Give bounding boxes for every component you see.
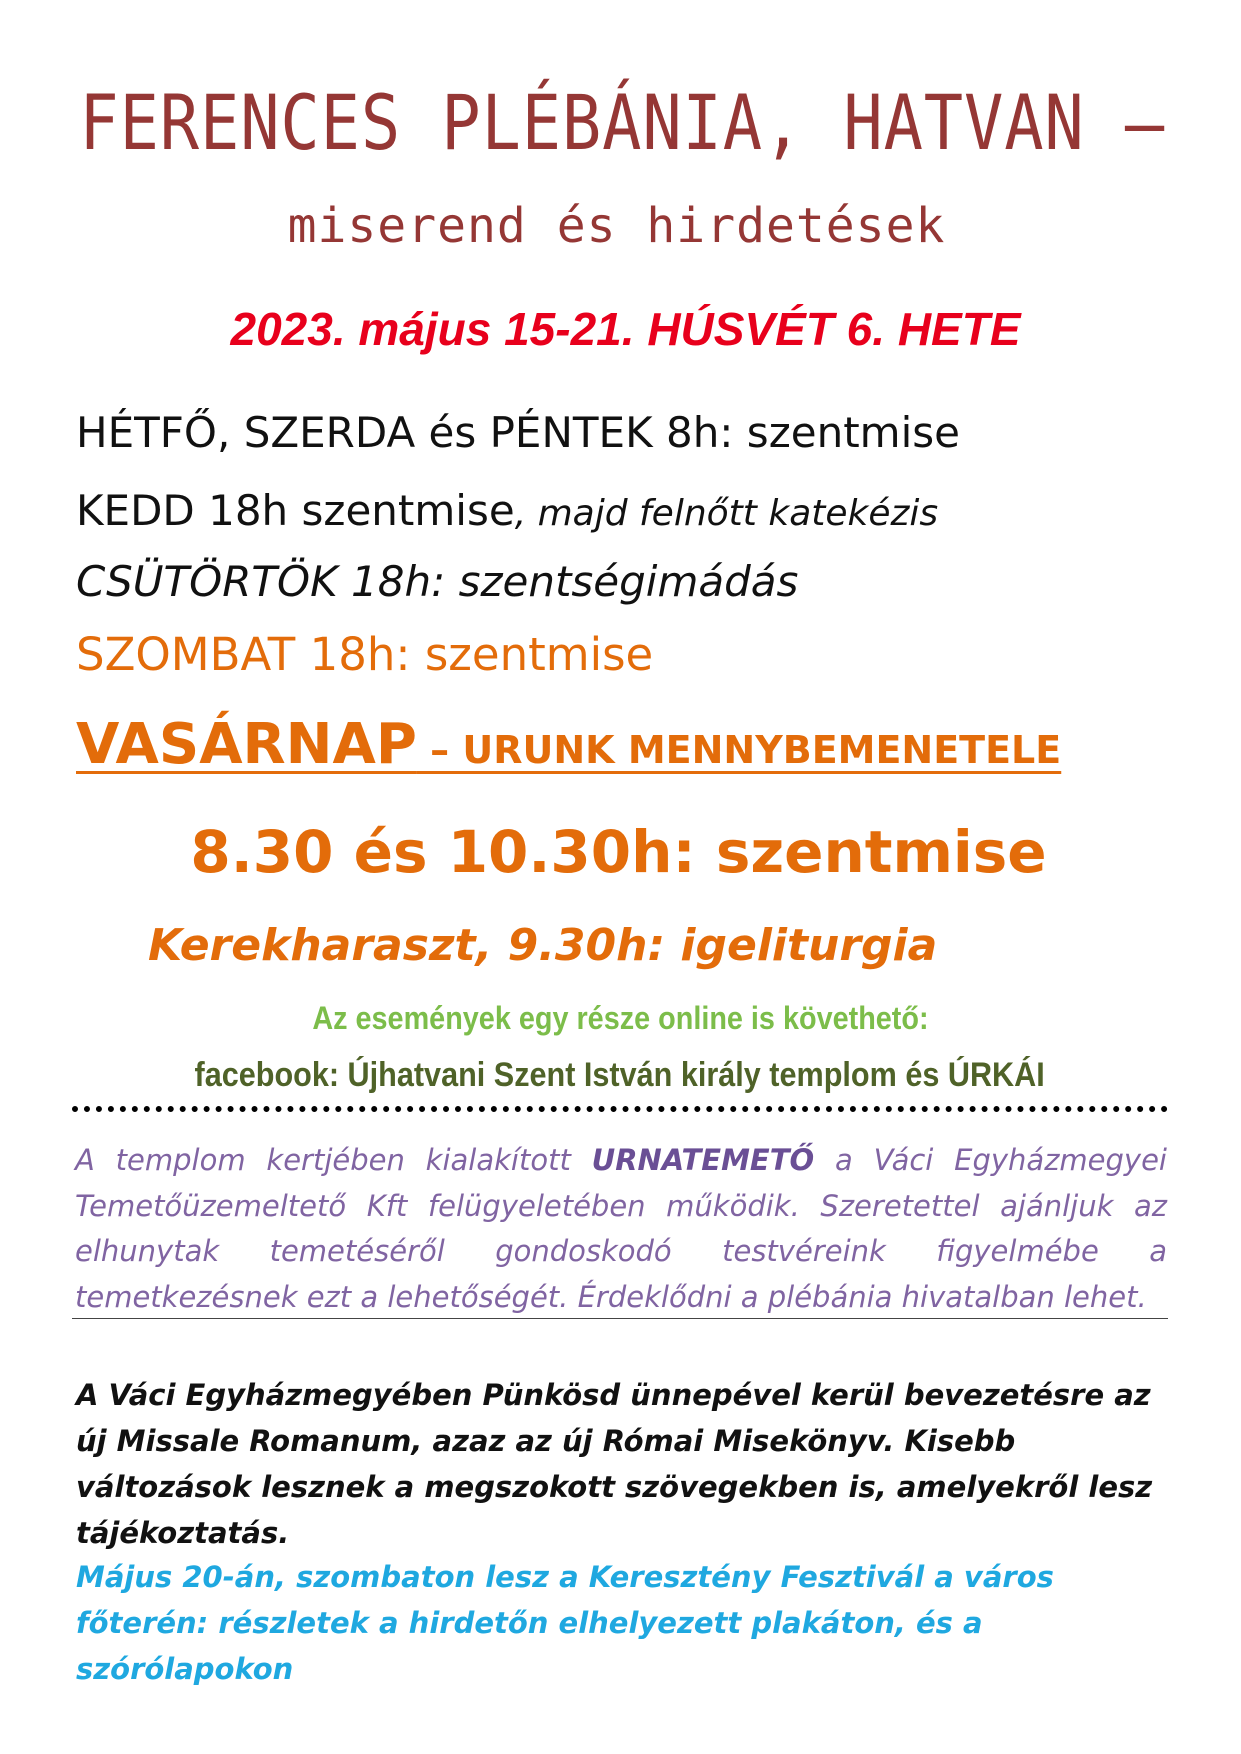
sunday-masses: 8.30 és 10.30h: szentmise [190, 818, 1047, 886]
schedule-tuesday-note: , majd felnőtt katekézis [514, 493, 939, 534]
urnatemeto-text-start: A templom kertjében kialakított [75, 1143, 592, 1177]
festival-notice: Május 20-án, szombaton lesz a Keresztény Fesztivál a város főterén: részletek a hirdetőn elhelyezett plakáton, és a szórólapokon [76, 1560, 1054, 1686]
page-subtitle: miserend és hirdetések [287, 198, 946, 254]
schedule-saturday: SZOMBAT 18h: szentmise [76, 628, 654, 681]
missale-notice: A Váci Egyházmegyében Pünkösd ünnepével kerül bevezetésre az új Missale Romanum, azaz az új Római Misekönyv. Kisebb változások lesznek a megszokott szövegekben is, amelyekről lesz tájékoztatás. [76, 1378, 1153, 1550]
kerekharaszt-liturgy: Kerekharaszt, 9.30h: igeliturgia [148, 920, 938, 971]
schedule-thursday: CSÜTÖRTÖK 18h: szentségimádás [76, 557, 799, 606]
week-label: 2023. május 15-21. HÚSVÉT 6. HETE [230, 303, 1021, 355]
urnatemeto-notice [75, 1138, 1167, 1320]
schedule-tuesday [76, 486, 938, 535]
facebook-info: facebook: Újhatvani Szent István király templom és ÚRKÁI [194, 1056, 1045, 1094]
schedule-tuesday-main: KEDD 18h szentmise [76, 486, 515, 535]
online-note: Az események egy része online is követhető: [312, 1000, 929, 1036]
sunday-feast: – URUNK MENNYBEMENETELE [416, 728, 1062, 772]
urnatemeto-text-end: a Váci Egyházmegyei Temetőüzemeltető Kft felügyeletében működik. Szeretettel ajánljuk az elhunytak temetéséről gondoskodó testvéreink figyelmébe a temetkezésnek ezt a lehetőségét. Érdeklődni a plébánia hivatalban lehet. [75, 1143, 1167, 1314]
page-title: FERENCES PLÉBÁNIA, HATVAN – [79, 78, 1166, 167]
sunday-heading [76, 712, 1061, 777]
schedule-weekdays: HÉTFŐ, SZERDA és PÉNTEK 8h: szentmise [76, 408, 960, 457]
sunday-day: VASÁRNAP [76, 712, 417, 777]
urnatemeto-highlight: URNATEMETŐ [591, 1143, 815, 1177]
notice-divider [72, 1318, 1168, 1319]
dotted-divider [72, 1106, 1168, 1112]
